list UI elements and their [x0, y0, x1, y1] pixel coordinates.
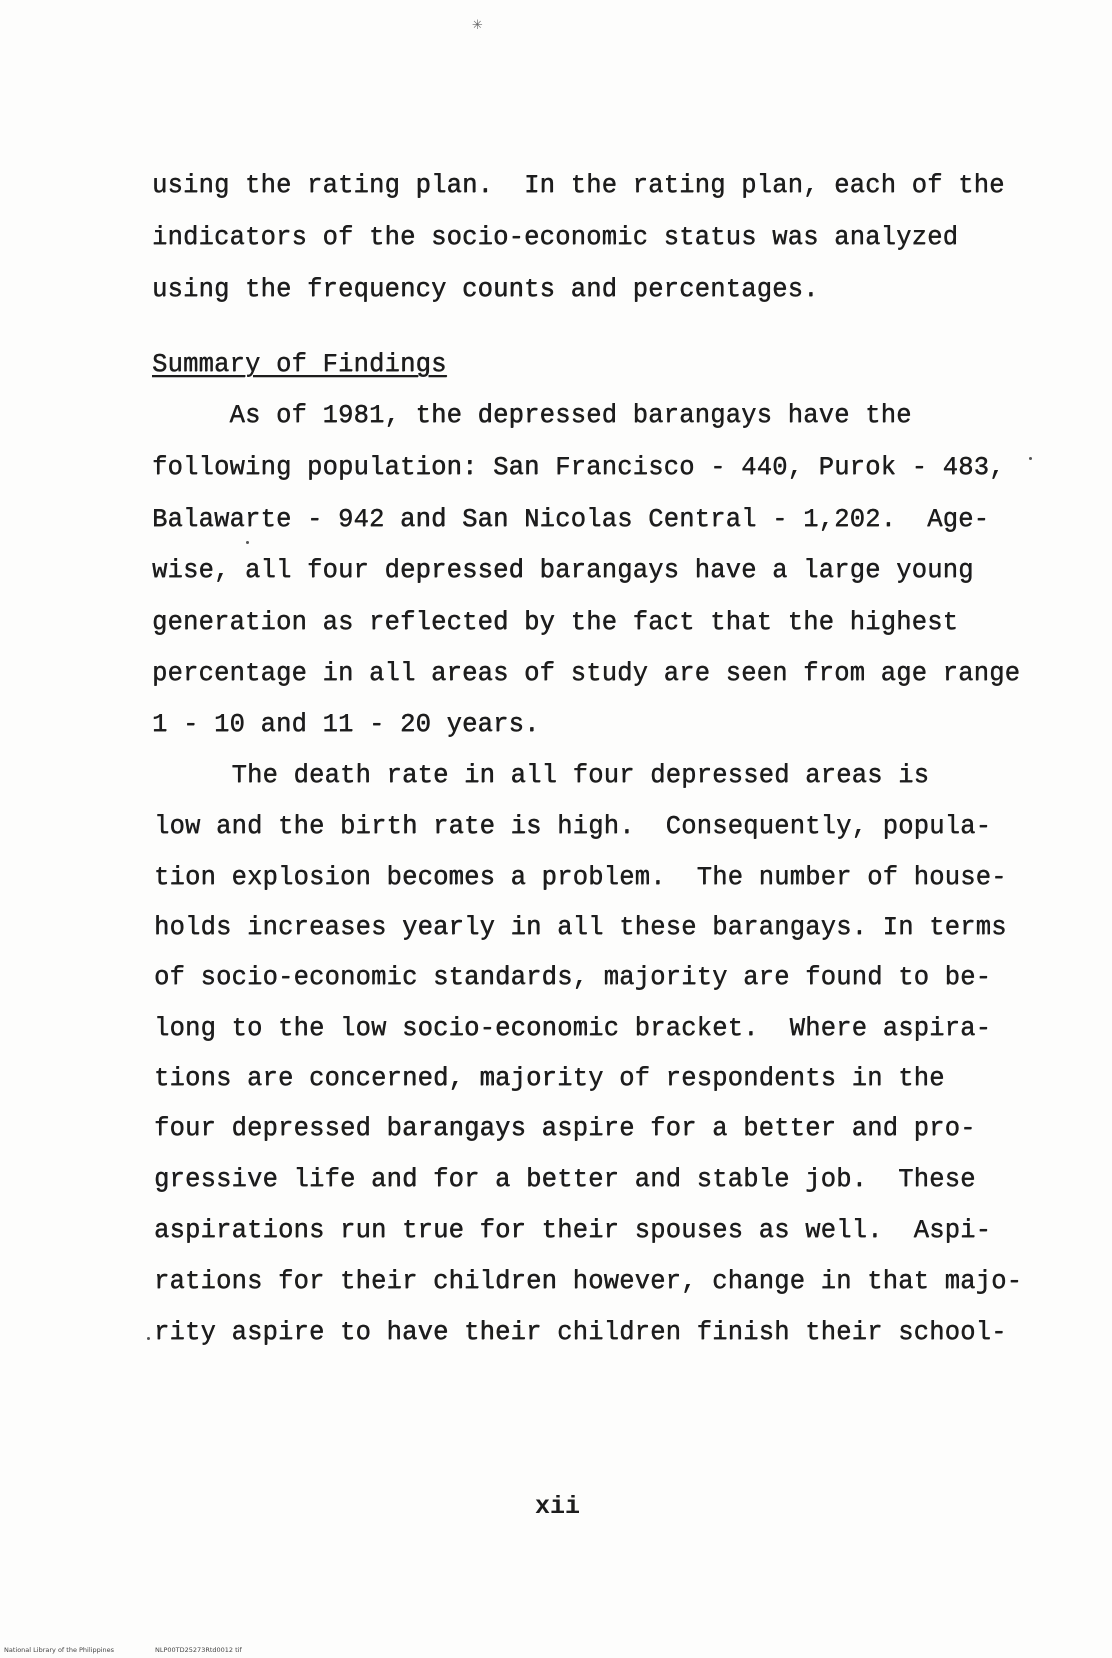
paragraph-2-line-4: holds increases yearly in all these barangays. In terms [154, 913, 1007, 942]
paragraph-2-line-11: rations for their children however, change in that majo- [154, 1267, 1023, 1296]
paragraph-2-line-8: four depressed barangays aspire for a better and pro- [154, 1114, 976, 1143]
paragraph-2-line-3: tion explosion becomes a problem. The number of house- [154, 863, 1007, 892]
intro-line-2: indicators of the socio-economic status was analyzed [152, 223, 959, 252]
paragraph-1-line-5: generation as reflected by the fact that the highest [152, 608, 959, 637]
paragraph-1-line-6: percentage in all areas of study are seen from age range [152, 659, 1021, 688]
ink-dot [246, 541, 249, 544]
paragraph-2-line-7: tions are concerned, majority of respondents in the [154, 1064, 945, 1093]
scan-speck-icon: ✳ [472, 18, 483, 33]
paragraph-2-line-12: rity aspire to have their children finish their school- [154, 1318, 1007, 1347]
intro-line-1: using the rating plan. In the rating plan, each of the [152, 171, 1005, 200]
paragraph-1-line-4: wise, all four depressed barangays have a large young [152, 556, 974, 585]
paragraph-2-line-2: low and the birth rate is high. Consequently, popula- [154, 812, 992, 841]
page-number: xii [535, 1492, 581, 1521]
paragraph-1-line-7: 1 - 10 and 11 - 20 years. [152, 710, 540, 739]
paragraph-2-line-5: of socio-economic standards, majority are found to be- [154, 963, 992, 992]
section-heading: Summary of Findings [152, 350, 447, 379]
paragraph-2-line-10: aspirations run true for their spouses as well. Aspi- [154, 1216, 992, 1245]
paragraph-1-line-3: Balawarte - 942 and San Nicolas Central - 1,202. Age- [152, 505, 990, 534]
paragraph-1-line-2: following population: San Francisco - 440, Purok - 483, [152, 453, 1005, 482]
paragraph-2-line-6: long to the low socio-economic bracket. Where aspira- [154, 1014, 992, 1043]
paragraph-1-line-1: As of 1981, the depressed barangays have the [152, 401, 912, 430]
footer-library: National Library of the Philippines [4, 1646, 115, 1654]
footer-code: NLP00TD25273Rtd0012 tif [155, 1646, 242, 1654]
paragraph-2-line-9: gressive life and for a better and stable job. These [154, 1165, 976, 1194]
intro-line-3: using the frequency counts and percentages. [152, 275, 819, 304]
paragraph-2-line-1: The death rate in all four depressed areas is [154, 761, 930, 790]
ink-dot [1029, 457, 1032, 460]
ink-dot [147, 1337, 150, 1340]
